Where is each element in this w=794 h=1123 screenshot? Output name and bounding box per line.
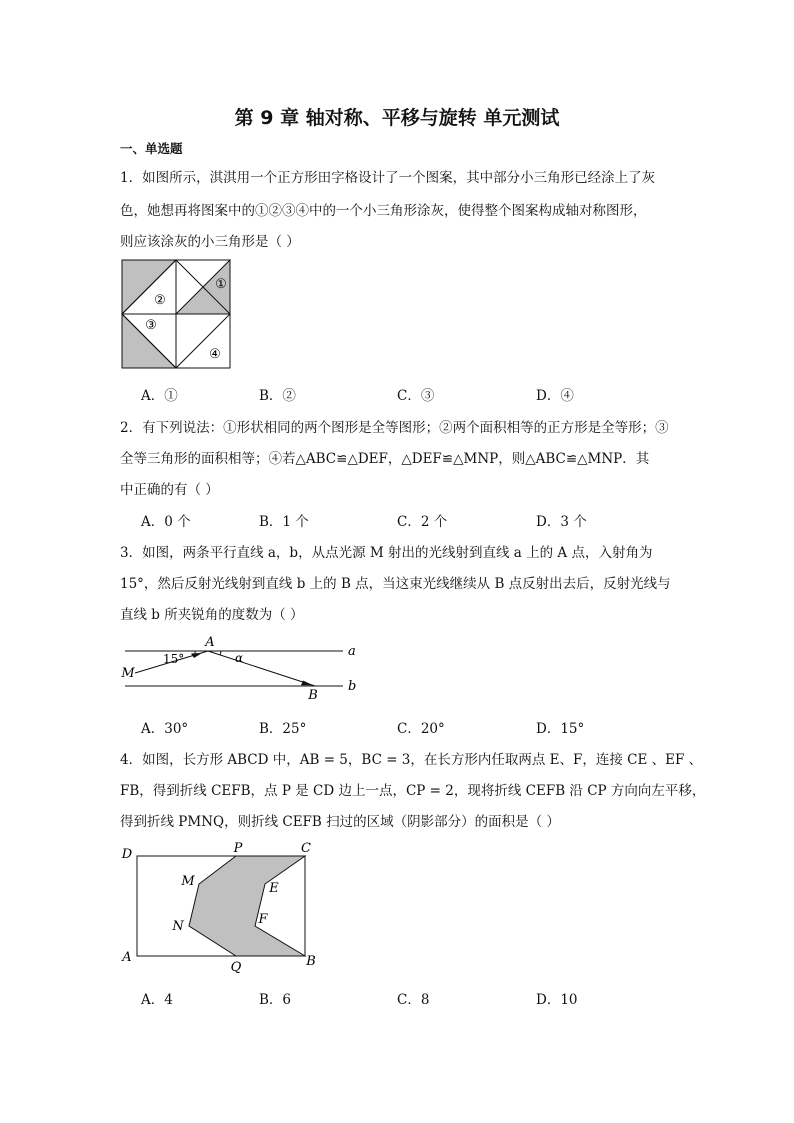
q4-label-C: C [301,841,311,856]
q2-option-c[interactable]: C．2 个 [397,514,448,530]
q3-arrow-outgoing [301,681,313,686]
q3-label-b: b [348,679,357,694]
q3-text-line-1: 3．如图，两条平行直线 a，b，从点光源 M 射出的光线射到直线 a 上的 A 点，入射角为 [120,545,653,561]
q2-option-a[interactable]: A．0 个 [141,514,191,530]
q3-figure [115,632,365,702]
q1-option-b[interactable]: B．② [259,388,296,404]
q3-label-M: M [121,666,135,681]
q2-option-d[interactable]: D．3 个 [536,514,587,530]
q3-angle-label: 15° [163,652,185,666]
q4-label-F: F [258,912,268,927]
q3-option-b[interactable]: B．25° [259,721,307,737]
q1-label-1: ① [215,277,227,292]
q2-text-line-2: 全等三角形的面积相等；④若△ABC≌△DEF，△DEF≌△MNP，则△ABC≌△MNP．其 [120,451,650,467]
q1-figure [120,258,234,372]
q1-label-3: ③ [145,318,157,333]
q4-label-P: P [233,841,243,856]
q1-label-4: ④ [209,347,221,362]
q4-label-N: N [172,919,184,934]
q3-label-a: a [348,644,356,659]
q2-text-line-1: 2．有下列说法：①形状相同的两个图形是全等图形；②两个面积相等的正方形是全等形；③ [120,420,669,436]
q4-label-D: D [121,847,133,862]
q1-option-c[interactable]: C．③ [397,388,435,404]
q4-label-Q: Q [230,960,242,975]
q4-label-A: A [122,950,132,965]
q3-ray-ab [208,651,315,686]
q1-option-d[interactable]: D．④ [536,388,574,404]
q4-shaded-region [189,856,305,956]
q3-text-line-3: 直线 b 所夹锐角的度数为（ ） [120,607,304,623]
q3-option-a[interactable]: A．30° [141,721,189,737]
section-heading: 一、单选题 [120,141,183,156]
q4-figure [115,838,325,978]
q3-alpha-label: α [235,651,244,665]
q4-label-E: E [269,881,279,896]
q3-option-c[interactable]: C．20° [397,721,445,737]
q4-option-c[interactable]: C．8 [397,992,430,1008]
q1-option-a[interactable]: A．① [141,388,178,404]
q3-label-B: B [308,688,318,702]
page-title: 第 9 章 轴对称、平移与旋转 单元测试 [234,107,560,129]
q2-text-line-3: 中正确的有（ ） [120,482,219,498]
q4-label-B: B [306,954,316,969]
q4-option-d[interactable]: D．10 [536,992,578,1008]
q3-text-line-2: 15°，然后反射光线射到直线 b 上的 B 点，当这束光线继续从 B 点反射出去后，反射光线与 [120,576,671,592]
q3-label-A: A [205,635,215,650]
q1-label-2: ② [154,293,166,308]
q4-text-line-3: 得到折线 PMNQ，则折线 CEFB 扫过的区域（阴影部分）的面积是（ ） [120,814,560,830]
q4-option-b[interactable]: B．6 [259,992,292,1008]
q2-option-b[interactable]: B．1 个 [259,514,309,530]
q3-option-d[interactable]: D．15° [536,721,585,737]
q1-text-line-3: 则应该涂灰的小三角形是（ ） [120,234,300,250]
q1-text-line-2: 色，她想再将图案中的①②③④中的一个小三角形涂灰，使得整个图案构成轴对称图形， [120,203,647,219]
q3-arrow-incoming [191,653,202,658]
q4-text-line-1: 4．如图，长方形 ABCD 中，AB = 5，BC = 3，在长方形内任取两点 E、F，连接 CE 、EF 、 [120,752,703,768]
q4-text-line-2: FB，得到折线 CEFB，点 P 是 CD 边上一点，CP = 2，现将折线 CEFB 沿 CP 方向向左平移， [120,783,706,799]
q4-label-M: M [181,874,195,889]
q1-text-line-1: 1．如图所示，淇淇用一个正方形田字格设计了一个图案，其中部分小三角形已经涂上了灰 [120,170,656,186]
q4-option-a[interactable]: A．4 [141,992,173,1008]
